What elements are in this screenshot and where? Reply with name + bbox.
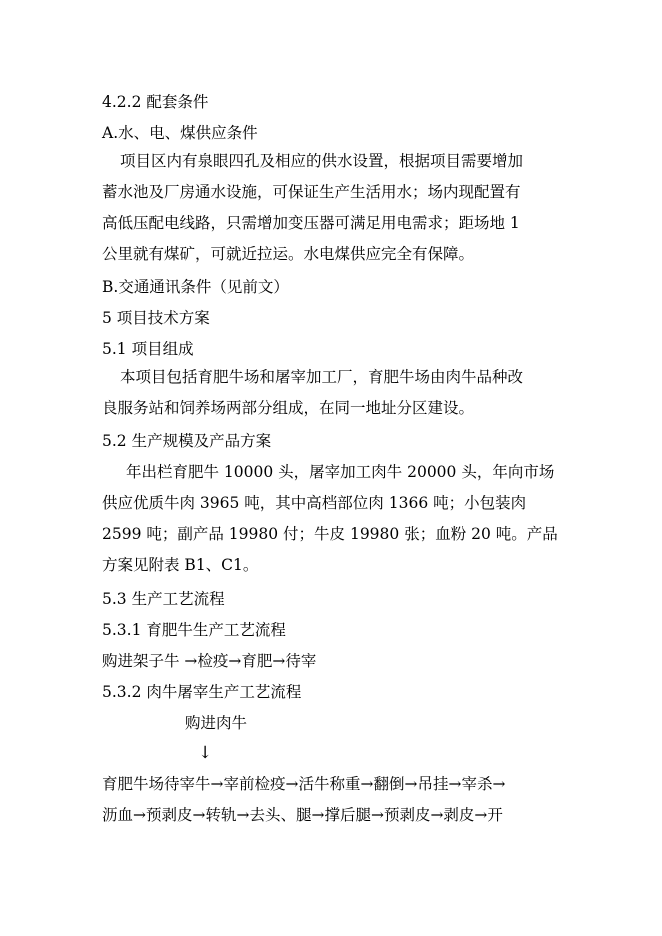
paragraph-line: 2599 吨；副产品 19980 付；牛皮 19980 张；血粉 20 吨。产品 <box>102 525 558 543</box>
paragraph-line: 公里就有煤矿，可就近拉运。水电煤供应完全有保障。 <box>102 245 475 263</box>
flow-slaughter-line: 育肥牛场待宰牛→宰前检疫→活牛称重→翻倒→吊挂→宰杀→ <box>102 775 506 793</box>
paragraph-water-power-coal <box>102 146 562 270</box>
heading-5-3-1: 5.3.1 育肥牛生产工艺流程 <box>102 621 286 639</box>
paragraph-line: 项目区内有泉眼四孔及相应的供水设置，根据项目需要增加 <box>120 152 524 170</box>
down-arrow-icon: ↓ <box>198 743 213 763</box>
paragraph-line: 良服务站和饲养场两部分组成，在同一地址分区建设。 <box>102 399 475 417</box>
heading-4-2-2: 4.2.2 配套条件 <box>102 93 209 111</box>
heading-5-2: 5.2 生产规模及产品方案 <box>102 432 272 450</box>
heading-5-1: 5.1 项目组成 <box>102 340 194 358</box>
paragraph-line: 蓄水池及厂房通水设施，可保证生产生活用水；场内现配置有 <box>102 183 521 201</box>
paragraph-5-2 <box>102 457 562 581</box>
flow-fattening: 购进架子牛 →检疫→育肥→待宰 <box>102 652 317 670</box>
heading-water-power-coal: A.水、电、煤供应条件 <box>102 124 258 142</box>
paragraph-line: 本项目包括育肥牛场和屠宰加工厂，育肥牛场由肉牛品种改 <box>120 368 524 386</box>
heading-5-3-2: 5.3.2 肉牛屠宰生产工艺流程 <box>102 683 302 701</box>
paragraph-line: 年出栏育肥牛 10000 头，屠宰加工肉牛 20000 头，年向市场 <box>126 463 555 481</box>
paragraph-5-1 <box>102 362 562 424</box>
paragraph-line: 高低压配电线路，只需增加变压器可满足用电需求；距场地 1 <box>102 214 520 232</box>
flow-slaughter-line: 沥血→预剥皮→转轨→去头、腿→撑后腿→预剥皮→剥皮→开 <box>102 806 503 824</box>
heading-5: 5 项目技术方案 <box>102 309 210 327</box>
paragraph-line: 方案见附表 B1、C1。 <box>102 556 259 574</box>
paragraph-line: 供应优质牛肉 3965 吨，其中高档部位肉 1366 吨；小包装肉 <box>102 494 527 512</box>
flow-top-label: 购进肉牛 <box>185 714 248 732</box>
heading-traffic-communication: B.交通通讯条件（见前文） <box>102 278 289 296</box>
heading-5-3: 5.3 生产工艺流程 <box>102 590 225 608</box>
